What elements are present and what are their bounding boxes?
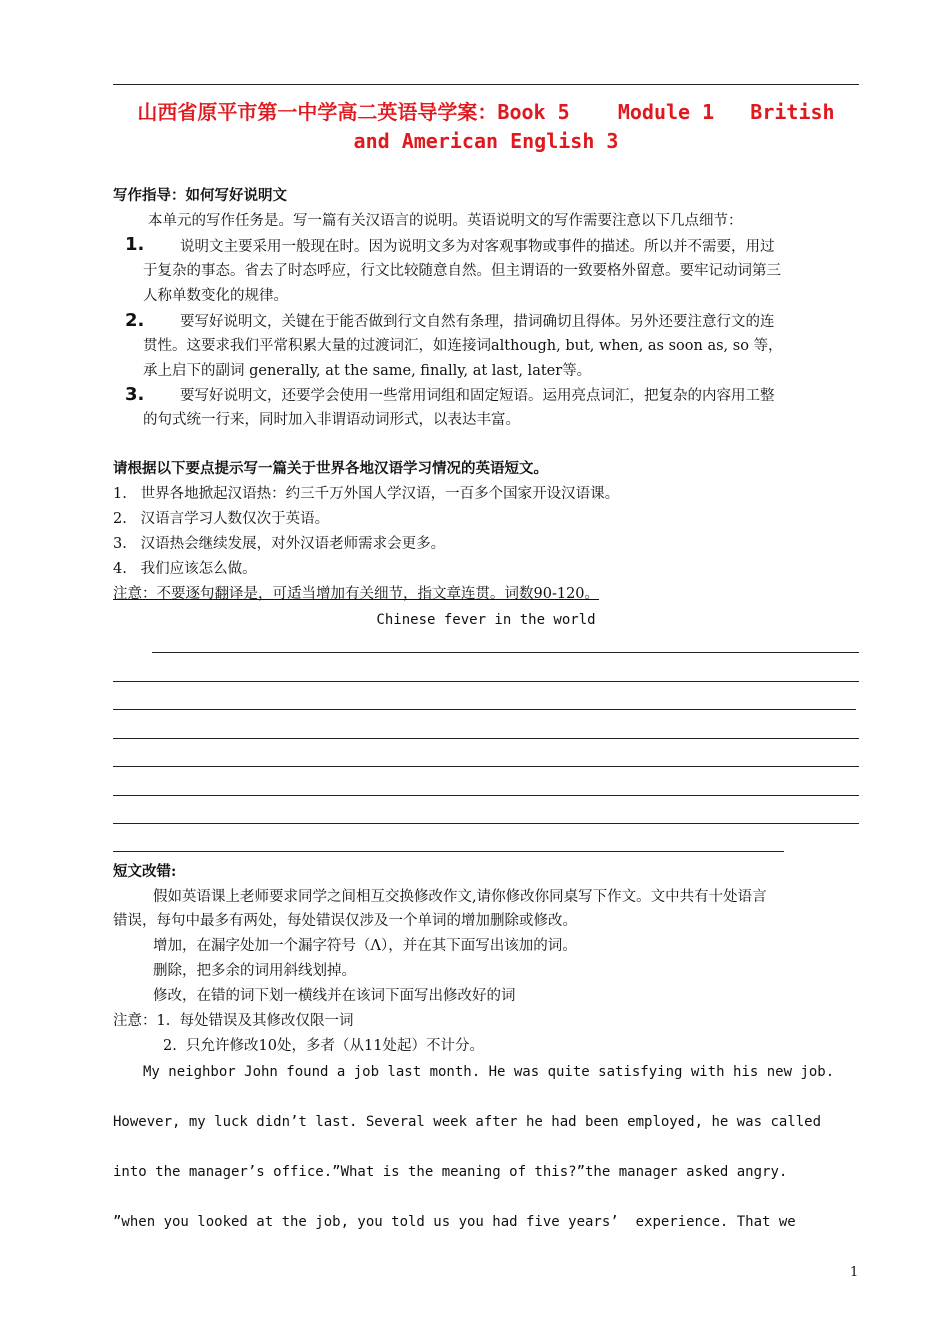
point-1-number: 1. (125, 234, 145, 255)
passage-line-1: My neighbor John found a job last month. He was quite satisfying with his new job. (143, 1064, 835, 1080)
correction-line-5: 修改，在错的词下划一横线并在该词下面写出修改好的词 (153, 988, 516, 1004)
writing-line (113, 709, 856, 710)
page-number: 1 (850, 1265, 859, 1280)
task-item-2: 2. 汉语言学习人数仅次于英语。 (113, 511, 330, 527)
passage-line-2: However, my luck didn’t last. Several week after he had been employed, he was called (113, 1114, 822, 1130)
correction-note-1: 注意：1. 每处错误及其修改仅限一词 (113, 1013, 354, 1029)
task-heading: 请根据以下要点提示写一篇关于世界各地汉语学习情况的英语短文。 (113, 460, 548, 477)
writing-line (113, 823, 859, 824)
writing-line (152, 652, 859, 653)
title-line-1: 山西省原平市第一中学高二英语导学案：Book 5 Module 1 British (137, 100, 835, 124)
task-item-4: 4. 我们应该怎么做。 (113, 561, 257, 577)
writing-line (113, 738, 859, 739)
correction-line-2: 错误，每句中最多有两处，每处错误仅涉及一个单词的增加删除或修改。 (113, 913, 577, 929)
writing-intro: 本单元的写作任务是。写一篇有关汉语言的说明。英语说明文的写作需要注意以下几点细节： (148, 213, 743, 229)
writing-line (113, 795, 859, 796)
point-2-line-3: 承上启下的副词 generally, at the same, finally, at last, later等。 (143, 363, 592, 379)
essay-title: Chinese fever in the world (376, 612, 596, 628)
point-3-number: 3. (125, 384, 145, 405)
point-1-line-1: 说明文主要采用一般现在时。因为说明文多为对客观事物或事件的描述。所以并不需要，用过 (180, 239, 775, 255)
point-3-line-2: 的句式统一行来，同时加入非谓语动词形式，以表达丰富。 (143, 412, 520, 428)
task-item-1: 1. 世界各地掀起汉语热：约三千万外国人学汉语，一百多个国家开设汉语课。 (113, 486, 620, 502)
task-note: 注意：不要逐句翻译是，可适当增加有关细节，指文章连贯。词数90-120。 (113, 586, 600, 602)
correction-heading: 短文改错: (113, 863, 177, 880)
header-rule (113, 84, 859, 85)
writing-line (113, 766, 859, 767)
writing-line (113, 681, 859, 682)
page-title (113, 98, 859, 156)
writing-line (113, 851, 784, 852)
writing-heading: 写作指导：如何写好说明文 (113, 187, 287, 204)
correction-note-2: 2. 只允许修改10处，多者（从11处起）不计分。 (163, 1038, 484, 1054)
point-2-line-1: 要写好说明文，关键在于能否做到行文自然有条理，措词确切且得体。另外还要注意行文的连 (180, 314, 775, 330)
point-2-number: 2. (125, 310, 145, 331)
correction-line-3: 增加，在漏字处加一个漏字符号（Λ），并在其下面写出该加的词。 (153, 938, 577, 954)
point-1-line-2: 于复杂的事态。省去了时态呼应，行文比较随意自然。但主谓语的一致要格外留意。要牢记动词第三 (143, 263, 781, 279)
point-1-line-3: 人称单数变化的规律。 (143, 288, 288, 304)
point-3-line-1: 要写好说明文，还要学会使用一些常用词组和固定短语。运用亮点词汇，把复杂的内容用工整 (180, 388, 775, 404)
passage-line-4: ”when you looked at the job, you told us you had five years’ experience. That we (113, 1214, 796, 1230)
passage-line-3: into the manager’s office.”What is the meaning of this?”the manager asked angry. (113, 1164, 788, 1180)
correction-line-4: 删除，把多余的词用斜线划掉。 (153, 963, 356, 979)
correction-line-1: 假如英语课上老师要求同学之间相互交换修改作文,请你修改你同桌写下作文。文中共有十处语言 (153, 889, 767, 905)
point-2-line-2: 贯性。这要求我们平常积累大量的过渡词汇，如连接词although, but, when, as soon as, so 等， (143, 338, 783, 354)
task-item-3: 3. 汉语热会继续发展，对外汉语老师需求会更多。 (113, 536, 446, 552)
title-line-2: and American English 3 (353, 129, 619, 153)
